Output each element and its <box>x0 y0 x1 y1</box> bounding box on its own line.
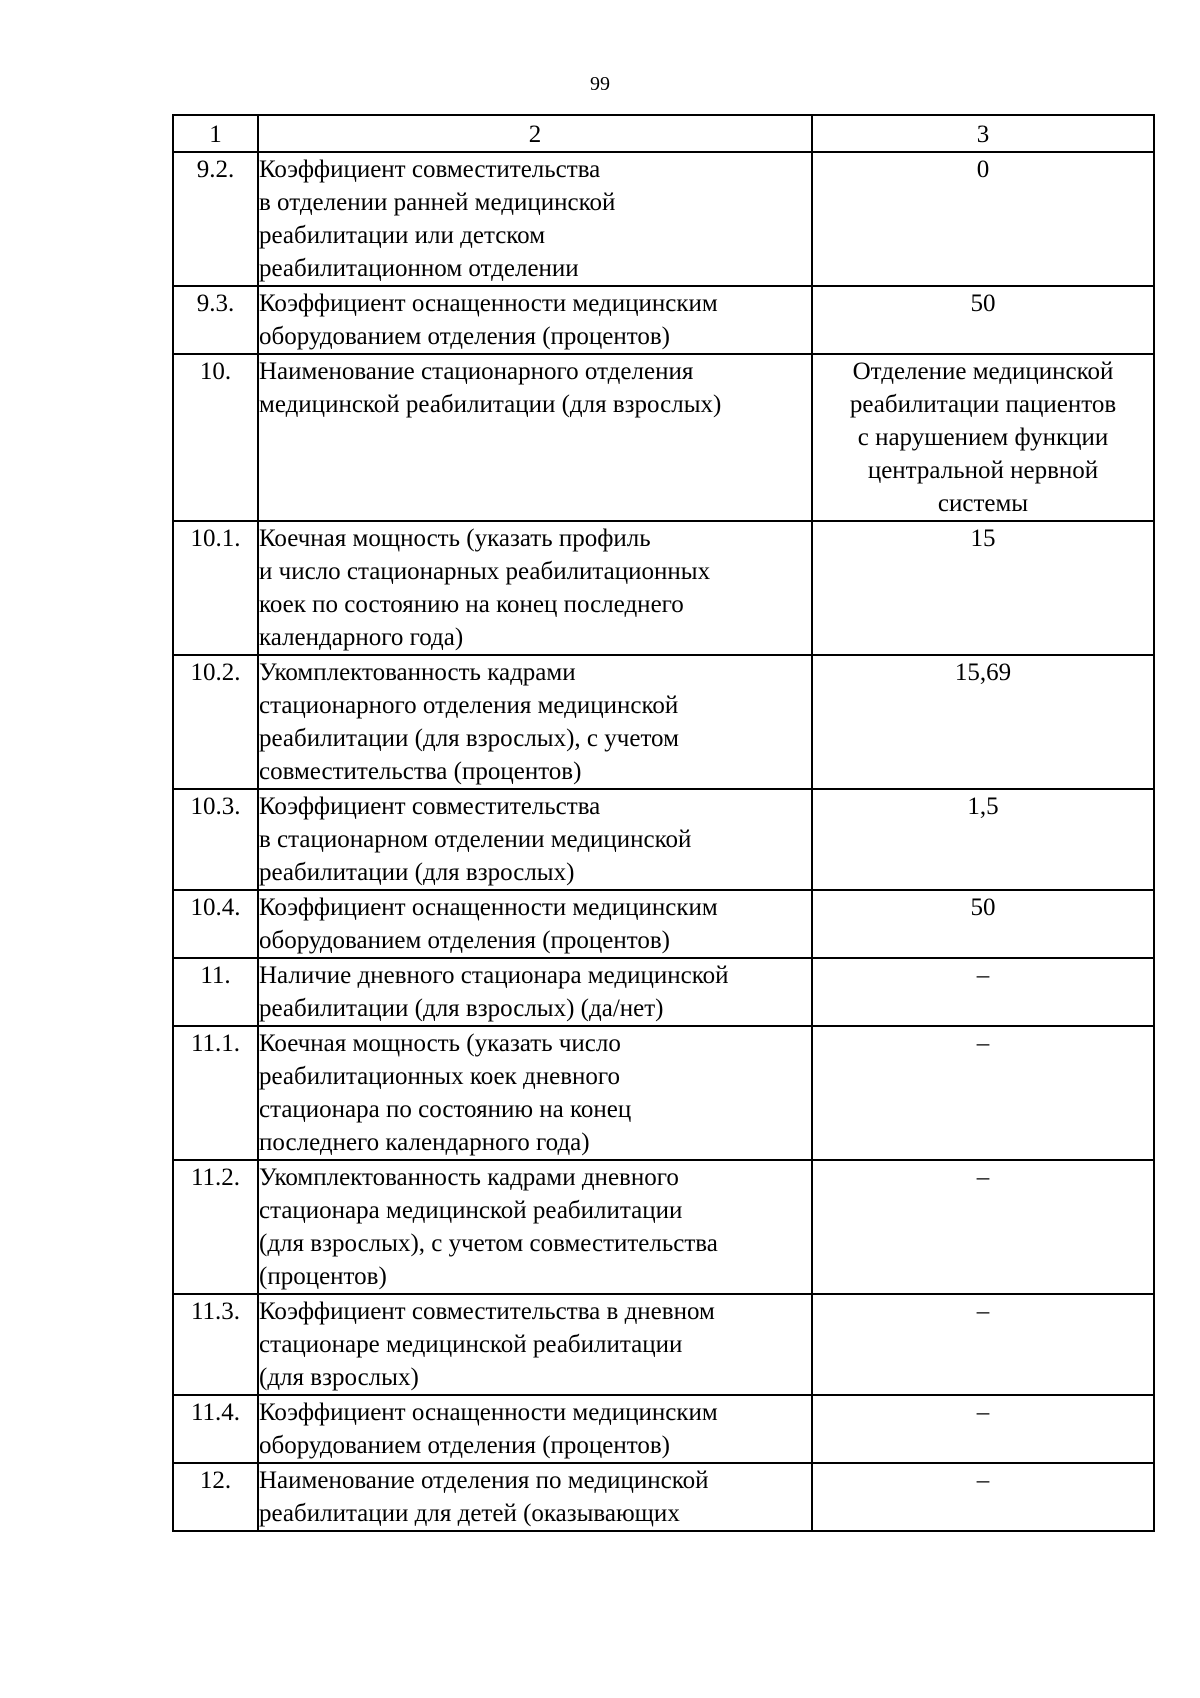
row-description: Коэффициент совместительства в дневном стационаре медицинской реабилитации (для взрослых) <box>258 1294 812 1395</box>
row-number: 10.1. <box>173 521 258 655</box>
table-row <box>173 1160 1154 1294</box>
table-row <box>173 521 1154 655</box>
row-value: – <box>812 1026 1154 1160</box>
header-col-1: 1 <box>173 115 258 152</box>
row-description: Наименование стационарного отделения медицинской реабилитации (для взрослых) <box>258 354 812 521</box>
table-row <box>173 789 1154 890</box>
row-description: Укомплектованность кадрами дневного стационара медицинской реабилитации (для взрослых), с учетом совместительства (процентов) <box>258 1160 812 1294</box>
table-row <box>173 958 1154 1026</box>
row-value: – <box>812 1463 1154 1531</box>
row-number: 12. <box>173 1463 258 1531</box>
row-number: 10.3. <box>173 789 258 890</box>
row-description: Коэффициент оснащенности медицинским оборудованием отделения (процентов) <box>258 286 812 354</box>
row-description: Коэффициент совместительства в стационарном отделении медицинской реабилитации (для взрослых) <box>258 789 812 890</box>
row-number: 11.4. <box>173 1395 258 1463</box>
row-value: 50 <box>812 890 1154 958</box>
row-number: 11.3. <box>173 1294 258 1395</box>
row-description: Наличие дневного стационара медицинской реабилитации (для взрослых) (да/нет) <box>258 958 812 1026</box>
table-row <box>173 1395 1154 1463</box>
row-description: Коечная мощность (указать профиль и число стационарных реабилитационных коек по состоянию на конец последнего календарного года) <box>258 521 812 655</box>
row-value: Отделение медицинской реабилитации пациентов с нарушением функции центральной нервной системы <box>812 354 1154 521</box>
header-col-2: 2 <box>258 115 812 152</box>
row-description: Коечная мощность (указать число реабилитационных коек дневного стационара по состоянию на конец последнего календарного года) <box>258 1026 812 1160</box>
table-body <box>173 115 1154 1531</box>
row-number: 11.2. <box>173 1160 258 1294</box>
header-col-3: 3 <box>812 115 1154 152</box>
row-value: – <box>812 1395 1154 1463</box>
row-number: 10.4. <box>173 890 258 958</box>
table-row <box>173 1026 1154 1160</box>
table-row <box>173 286 1154 354</box>
table-row <box>173 354 1154 521</box>
row-value: 1,5 <box>812 789 1154 890</box>
row-number: 10.2. <box>173 655 258 789</box>
row-value: 15,69 <box>812 655 1154 789</box>
row-description: Коэффициент оснащенности медицинским оборудованием отделения (процентов) <box>258 1395 812 1463</box>
row-description: Коэффициент оснащенности медицинским оборудованием отделения (процентов) <box>258 890 812 958</box>
table-row <box>173 655 1154 789</box>
row-number: 10. <box>173 354 258 521</box>
row-value: 15 <box>812 521 1154 655</box>
row-description: Коэффициент совместительства в отделении ранней медицинской реабилитации или детском реабилитационном отделении <box>258 152 812 286</box>
row-value: – <box>812 1160 1154 1294</box>
row-number: 11. <box>173 958 258 1026</box>
table-row <box>173 1463 1154 1531</box>
table-row <box>173 152 1154 286</box>
row-value: – <box>812 958 1154 1026</box>
row-description: Наименование отделения по медицинской реабилитации для детей (оказывающих <box>258 1463 812 1531</box>
indicators-table <box>172 114 1155 1532</box>
row-number: 11.1. <box>173 1026 258 1160</box>
row-value: 0 <box>812 152 1154 286</box>
page-number: 99 <box>590 73 610 95</box>
table-row <box>173 1294 1154 1395</box>
row-number: 9.3. <box>173 286 258 354</box>
row-number: 9.2. <box>173 152 258 286</box>
row-value: 50 <box>812 286 1154 354</box>
row-description: Укомплектованность кадрами стационарного отделения медицинской реабилитации (для взрослых), с учетом совместительства (процентов) <box>258 655 812 789</box>
row-value: – <box>812 1294 1154 1395</box>
table-row <box>173 890 1154 958</box>
table-header-row <box>173 115 1154 152</box>
